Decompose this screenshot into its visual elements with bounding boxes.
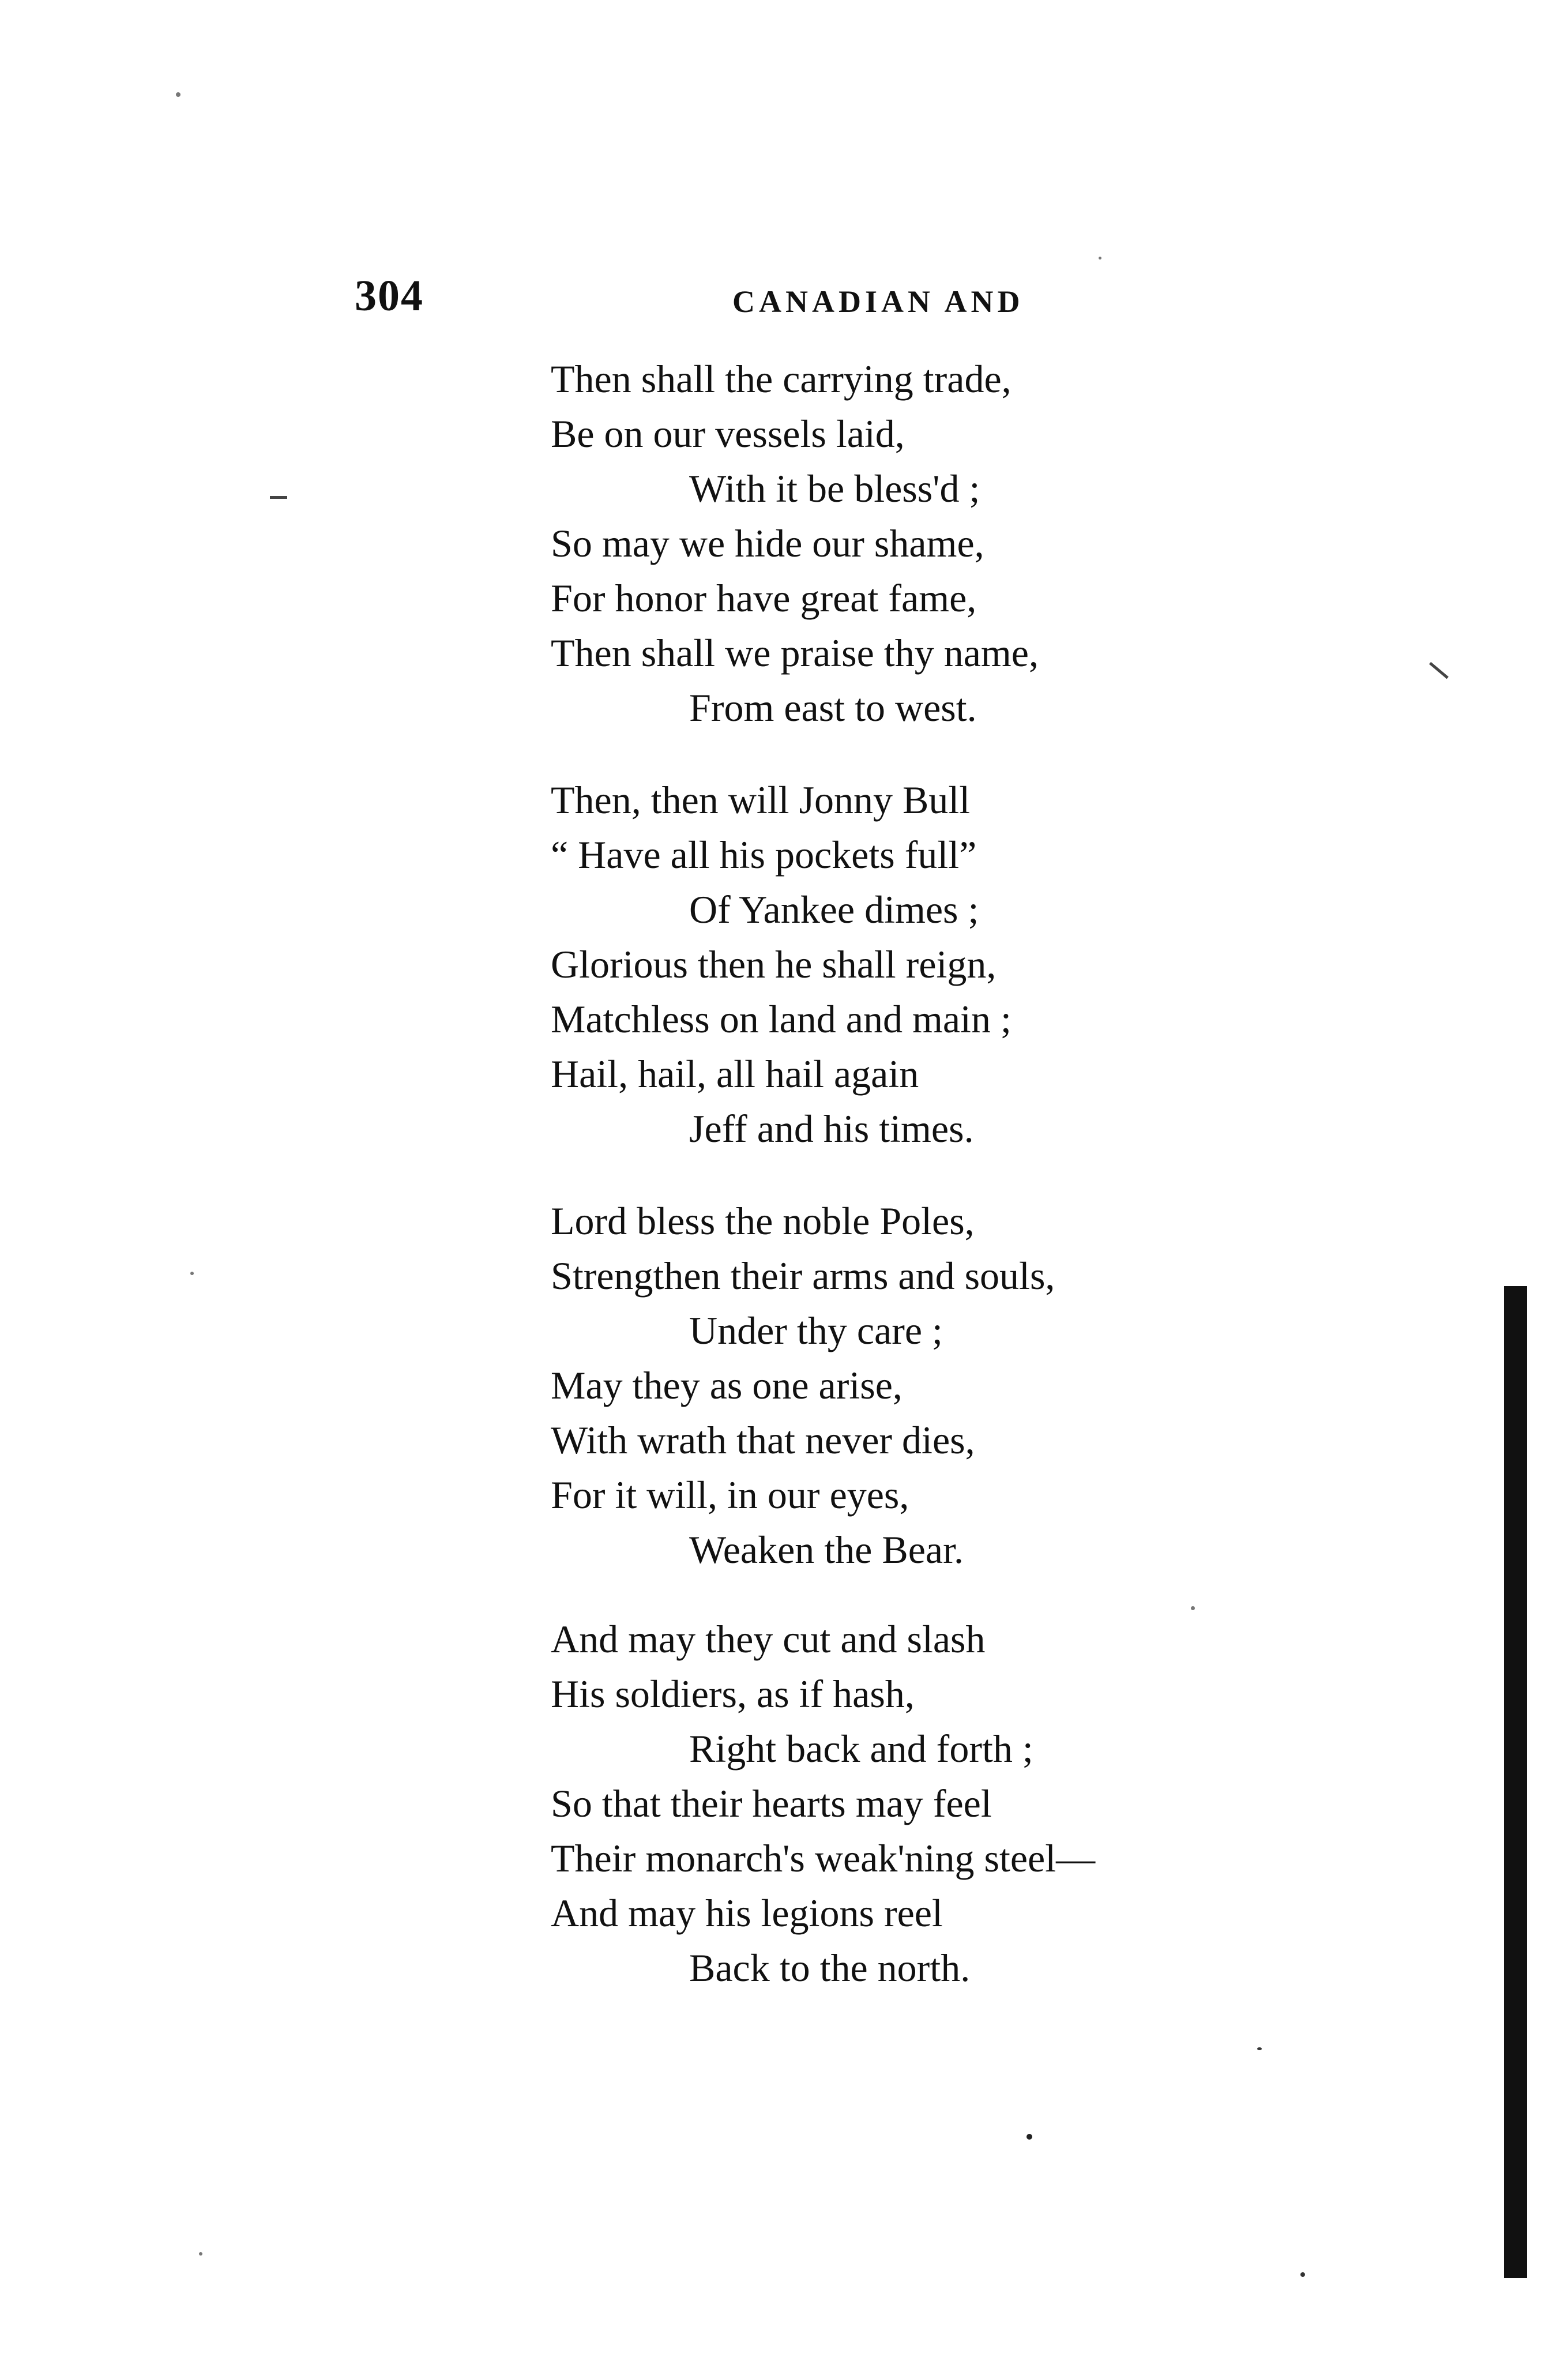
page-number: 304 (355, 272, 424, 320)
scan-mark (270, 496, 287, 499)
stanza-1 (551, 352, 1300, 735)
verse-line: So that their hearts may feel (551, 1781, 992, 1825)
scan-speck (1300, 2272, 1305, 2277)
verse-line: Under thy care ; (689, 1309, 943, 1352)
verse-line: And may his legions reel (551, 1891, 943, 1935)
verse-line: Lord bless the noble Poles, (551, 1199, 975, 1243)
verse-line: “ Have all his pockets full” (551, 833, 977, 877)
scan-speck (1026, 2134, 1032, 2140)
verse-line: With it be bless'd ; (689, 467, 980, 510)
verse-line: So may we hide our shame, (551, 521, 984, 565)
scan-speck (190, 1272, 194, 1275)
verse-line: Right back and forth ; (689, 1727, 1033, 1771)
verse-line: His soldiers, as if hash, (551, 1672, 915, 1716)
verse-line: Of Yankee dimes ; (689, 888, 979, 931)
verse-line: And may they cut and slash (551, 1617, 986, 1661)
verse-line: Back to the north. (689, 1946, 971, 1990)
stanza-2 (551, 773, 1300, 1156)
verse-line: From east to west. (689, 686, 977, 730)
scan-margin-bar (1504, 1286, 1527, 2278)
scan-speck (1257, 2047, 1262, 2050)
verse-line: For it will, in our eyes, (551, 1473, 909, 1517)
scan-speck (176, 92, 181, 97)
verse-line: With wrath that never dies, (551, 1418, 975, 1462)
verse-line: Jeff and his times. (689, 1107, 974, 1151)
verse-line: For honor have great fame, (551, 576, 977, 620)
verse-line: Matchless on land and main ; (551, 997, 1012, 1041)
verse-line: Glorious then he shall reign, (551, 942, 997, 986)
verse-line: Their monarch's weak'ning steel— (551, 1836, 1096, 1880)
stanza-4 (551, 1612, 1300, 1995)
verse-line: Then, then will Jonny Bull (551, 778, 971, 822)
verse-line: Strengthen their arms and souls, (551, 1254, 1055, 1298)
scan-speck (1099, 257, 1101, 260)
verse-line: Then shall we praise thy name, (551, 631, 1039, 675)
scan-mark (1429, 662, 1449, 679)
verse-line: Then shall the carrying trade, (551, 357, 1012, 401)
scan-speck (199, 2252, 202, 2256)
verse-line: Be on our vessels laid, (551, 412, 905, 456)
verse-line: Hail, hail, all hail again (551, 1052, 919, 1096)
scan-speck (1191, 1606, 1195, 1610)
verse-line: May they as one arise, (551, 1363, 903, 1407)
stanza-3 (551, 1194, 1300, 1577)
running-head: CANADIAN AND (732, 284, 1024, 319)
verse-line: Weaken the Bear. (689, 1528, 964, 1572)
